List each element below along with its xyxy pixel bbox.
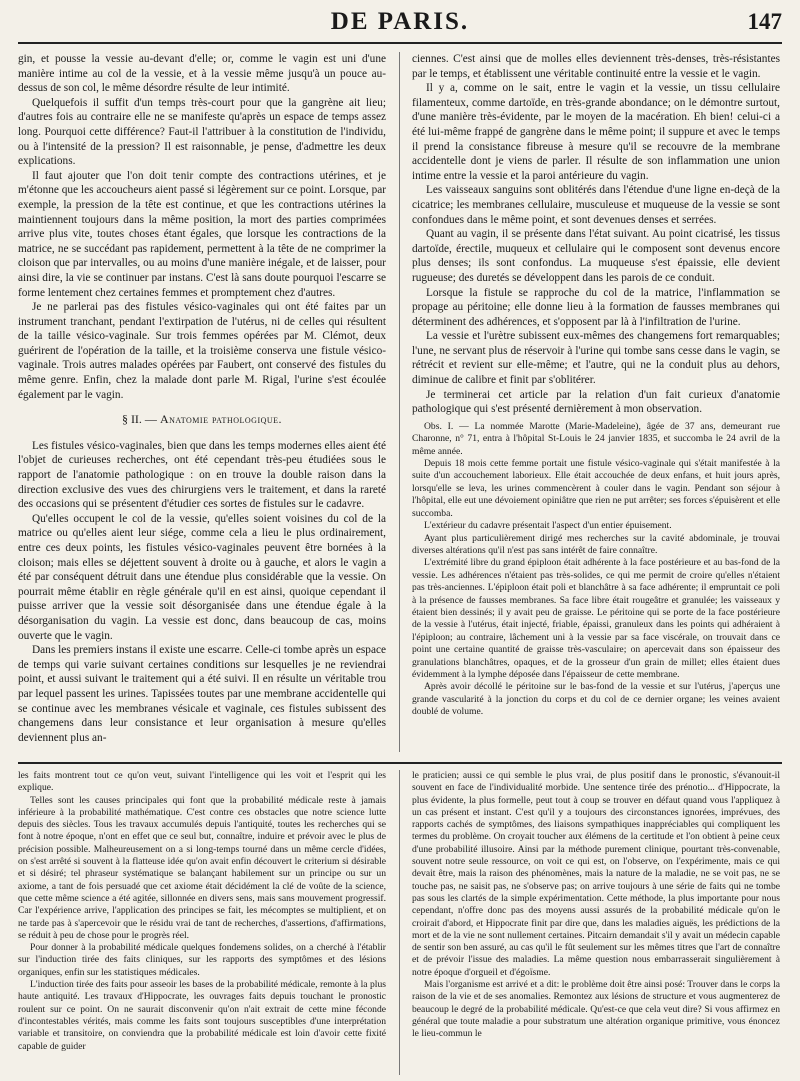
right-column: [412, 52, 780, 719]
column-divider: [399, 770, 400, 1075]
paragraph: gin, et pousse la vessie au-devant d'elle; or, comme le vagin est uni d'une manière intime au col de la vessie, et à la vessie même jusqu'à un pouce au-dessus de son col, le même désordre résulte de leur intimité.: [18, 53, 386, 95]
section-heading: [18, 412, 386, 427]
observation-paragraph: Depuis 18 mois cette femme portait une fistule vésico-vaginale qui s'était manifestée à la suite d'un accouchement laborieux. Elle était accouchée de deux enfans, et huit jours après, lorsqu'elle se leva, les urines commencèrent à couler dans le vagin. Pendant son séjour à l'hôpital, elle eut une dévoiement opiniâtre que rien ne put arrêter; ses forces s'épuisèrent et elle succomba.: [412, 458, 780, 519]
feuilleton-separator: [18, 762, 782, 764]
running-title: DE PARIS.: [330, 8, 470, 35]
page-header: [18, 0, 782, 44]
paragraph: Pour donner à la probabilité médicale quelques fondemens solides, on a cherché à l'établir sur l'induction tirée des faits cliniques, sur les rapports des symptômes et des lésions organiques, enfin sur les statistiques médicales.: [18, 942, 386, 978]
paragraph: Je ne parlerai pas des fistules vésico-vaginales qui ont été faites par un instrument tranchant, pendant l'extirpation de l'utérus, ni de celles qui résultent de la taille vésico-vaginale. Sur trois femmes opérées par M. Clémot, deux guérirent de l'opération de la taille, et la troisième conserva une fistule vésico-vaginale. Trois autres malades opérées par Faubert, ont conservé des fistules du même genre. Enfin, chez la malade dont parle M. Rigal, l'urine s'est écoulée également par le vagin.: [18, 301, 386, 401]
observation-paragraph: Ayant plus particulièrement dirigé mes recherches sur la cavité abdominale, je trouvai diverses altérations qu'il n'est pas sans intérêt de faire connaître.: [412, 532, 780, 556]
paragraph: Il faut ajouter que l'on doit tenir compte des contractions utérines, et je m'étonne que les accoucheurs aient passé si légèrement sur ce point. Lorsque, par exemple, la pression de la tête est continue, et que les contractions utérines la maintiennent toujours dans la même position, la mort des parties comprimées arrive plus vite, toutes choses étant égales, que lorsque les contractions de la matrice, ne se succédant pas rapidement, permettent à la tête de ne comprimer la cloison que par intervalles, ou au moins d'une manière inégale, et de laisser, pour ainsi dire, la vie se continuer par instans. C'est là sans doute pourquoi l'escarre se forme lentement chez certaines femmes et promptement chez d'autres.: [18, 169, 386, 299]
observation-paragraph: Obs. I. — La nommée Marotte (Marie-Madeleine), âgée de 37 ans, demeurant rue Charonne, n° 71, entra à l'hôpital St-Louis le 24 janvier 1835, et succomba le 24 avril de la même année.: [412, 420, 780, 457]
section-title: Anatomie pathologique.: [159, 412, 283, 427]
paragraph: La vessie et l'urètre subissent eux-mêmes des changemens fort remarquables; l'une, ne servant plus de réservoir à l'urine qui tombe sans cesse dans le vagin, se rétrécit et revient sur elle-même; et l'autre, qui ne la conduit plus au dehors, diminue de calibre et finit par s'oblitérer.: [412, 330, 780, 387]
observation-paragraph: Après avoir décollé le péritoine sur le bas-fond de la vessie et sur l'utérus, j'aperçus une grande vascularité à la jonction du corps et du col de ce dernier organe; les veines avaient doublé de volume.: [412, 681, 780, 718]
paragraph: ciennes. C'est ainsi que de molles elles deviennent très-denses, très-résistantes par le temps, et établissent une véritable continuité entre la vessie et le vagin.: [412, 53, 780, 80]
page-number: 147: [747, 9, 782, 34]
paragraph: Il y a, comme on le sait, entre le vagin et la vessie, un tissu cellulaire filamenteux, comme dartoïde, en très-grande abondance; on le démontre surtout, d'une manière très-évidente, par le moyen de la macération. Eh bien! celui-ci a été lui-même frappé de gangrène dans le même point; il suppure et avec le temps il prend la consistance fibreuse à mesure qu'il se recouvre de la membrane accidentelle dont je viens de parler. Il résulte de son inflammation une union intime entre la vessie et la paroi antérieure du vagin.: [412, 82, 780, 182]
paragraph: Lorsque la fistule se rapproche du col de la matrice, l'inflammation se propage au péritoine; elle donne lieu à la formation de fausses membranes qui déterminent des adhérences, et s'opposent par là à l'infiltration de l'urine.: [412, 286, 780, 328]
paragraph: Les vaisseaux sanguins sont oblitérés dans l'étendue d'une ligne en-deçà de la cicatrice; les membranes cellulaire, musculeuse et muqueuse de la vessie se sont confondues dans le même point, et sont devenues denses et serrées.: [412, 184, 780, 226]
observation-paragraph: L'extrémité libre du grand épiploon était adhérente à la face postérieure et au bas-fond de la vessie. Les adhérences n'étaient pas très-solides, ce qui me permit de croire qu'elles n'étaient pas très-anciennes. L'épiploon était poli et blanchâtre à sa face adhérente; il empruntait ce poli à la présence de fausses membranes. Sa face libre était rougeâtre et granulée; les vaisseaux y étaient bien dessinés; il y avait peu de graisse. Le péritoine qui se porte de la face postérieure de la vessie à l'utérus, était injecté, friable, épaissi, granuleux dans les points qui adhéraient à l'épiploon; au contraire, lâchement uni à la vessie par sa face viscérale, on trouvait dans ce point une certaine quantité de graisse très-vasculaire; on apercevait dans son épaisseur des granulations blanchâtres, opaques, et de la grosseur d'un grain de millet; elles étaient dues évidemment à la lymphe déposée dans l'épaisseur de cette membrane.: [412, 557, 780, 680]
column-divider: [399, 52, 400, 752]
paragraph: Dans les premiers instans il existe une escarre. Celle-ci tombe après un espace de temps qui varie suivant certaines conditions sur lesquelles je ne reviendrai point, et aussi suivant le traitement qui a été suivi. Il en résulte un véritable trou par lequel passent les urines. Tapissées toutes par une membrane accidentelle qui se continue avec les membranes vésicale et vaginale, ces fistules subissent des changemens dans leur consistance et leur organisation à mesure qu'elles deviennent plus an-: [18, 644, 386, 744]
paragraph: les faits montrent tout ce qu'on veut, suivant l'intelligence qui les voit et l'esprit qui les explique.: [18, 770, 386, 794]
paragraph: Quant au vagin, il se présente dans l'état suivant. Au point cicatrisé, les tissus dartoïde, érectile, muqueux et cellulaire qui le composent sont devenus encore plus denses; ils sont confondus. La muqueuse s'est épaissie, elle devient rugueuse; des duretés se développent dans les parois de ce conduit.: [412, 228, 780, 284]
main-article: [18, 52, 782, 756]
paragraph: Les fistules vésico-vaginales, bien que dans les temps modernes elles aient été l'objet de curieuses recherches, ont été cependant très-peu étudiées sous le rapport de l'anatomie pathologique : on en trouve la double raison dans la direction exclusive des vues des chirurgiens vers le traitement, et dans la rareté des occasions qui se présentent d'étudier ces sortes de fistules sur le cadavre.: [18, 439, 386, 511]
section-number: § II. —: [121, 412, 157, 427]
paragraph: L'induction tirée des faits pour asseoir les bases de la probabilité médicale, remonte à la plus haute antiquité. Les travaux d'Hippocrate, les ouvrages faits depuis touchant le pronostic roulent sur ce point. On ne saurait disconvenir qu'on n'ait extrait de cette mine féconde d'incontestables vérités, mais comme les faits sont toujours susceptibles d'une interprétation variable et transitoire, on conviendra que la probabilité médicale est loin d'avoir cette fixité capable de guider: [18, 979, 386, 1052]
lower-left-column: [18, 770, 386, 1053]
paragraph: Qu'elles occupent le col de la vessie, qu'elles soient voisines du col de la matrice ou qu'elles aient leur siége, comme cela a lieu le plus ordinairement, entre ces deux points, les fistules vésico-vaginales peuvent être bornées à la cloison; mais elles se déjettent souvent à droite ou à gauche, et alors le vagin a été par conséquent détruit dans une étendue plus considérable que la vessie. On pourrait même établir en règle générale qu'il en est ainsi, quoique cependant il puisse arriver que la vessie soit désorganisée dans une étendue égale à la désorganisation du vagin. La vessie est donc, dans beaucoup de cas, moins ouverte que le vagin.: [18, 512, 386, 642]
lower-right-column: [412, 770, 780, 1041]
observation-block: [412, 421, 780, 719]
paragraph: Quelquefois il suffit d'un temps très-court pour que la gangrène ait lieu; d'autres fois au contraire elle ne se manifeste qu'après un espace de temps assez long. Pourquoi cette différence? Faut-il l'attribuer à la constitution de l'individu, ou à l'intensité de la pression? Il est raisonnable, je pense, d'admettre les deux explications.: [18, 96, 386, 168]
newspaper-page: [18, 0, 782, 1081]
paragraph: le praticien; aussi ce qui semble le plus vrai, de plus positif dans le pronostic, s'évanouit-il souvent en face de l'individualité morbide. Une sentence tirée des prénotio... d'Hippocrate, la plus évidente, la plus formelle, peut tout à coup se trouver en défaut quand vous l'appliquez à un cas présent et instant. C'est qu'il y a toujours des circonstances ignorées, imprévues, des rapports cachés de symptômes, des liaisons sympathiques inappréciables qui compliquent les termes du problème. On croyait toucher aux élémens de la certitude et l'on obtient à peine ceux d'une probabilité illusoire. Ainsi par la méthode purement clinique, pourtant très-convenable, souvent notre seule ressource, on voit ce qui est, on l'observe, on l'expérimente, mais ce qui devait être, mais la raison des phénomènes, mais la nature de la maladie, ne se voit pas, ne se touche pas, ne saisit pas, ne s'observe pas; on arrive toujours à une série de faits qui ne tombe pas sous les clartés de la simple expérimentation. Cette méthode, la plus importante pour nous cependant, n'offre donc pas des moyens aussi assurés de la probabilité médicale qu'on le croirait d'abord, et Hippocrate finit par dire que, dans les maladies aiguës, les prédictions de la mort et de la vie ne sont nullement certaines. Pitcairn demandait s'il y avait un médecin capable de sentir son ben assuré, au cas qu'il le fût seulement sur les mêmes titres que l'art de connaître et de prévoir l'issue des maladies. La même question nous embarrasserait singulièrement à notre époque d'orgueil et d'égoïsme.: [412, 770, 780, 978]
observation-paragraph: L'extérieur du cadavre présentait l'aspect d'un entier épuisement.: [424, 520, 672, 532]
paragraph: Je terminerai cet article par la relation d'un fait curieux d'anatomie pathologique qui s'est présenté dernièrement à mon observation.: [412, 388, 780, 416]
paragraph: Telles sont les causes principales qui font que la probabilité médicale reste à jamais inférieure à la probabilité mathématique. C'est contre ces obstacles que notre science lutte depuis des siècles. Tous les travaux accumulés depuis l'antiquité, toutes les recherches qui se font à notre époque, n'ont en effet que ce seul but, connaître, induire et prévoir avec le plus de précision possible. Malheureusement on a si long-temps tourné dans un même cercle d'idées, on s'est arrêté si souvent à la flatteuse idée qu'on avait enfin découvert le criterium si désirable et si désiré; tel phraseur systématique se balançant habilement sur un principe ou sur un axiome, a tant de fois persuadé que cet axiome était décidément la clé de voûte de la science, que cette même science a été agitée, sillonnée en divers sens, mais sans mouvement progressif. Car l'expérience arrive, l'application des principes se fait, les mécomptes se multiplient, et on ne tarde pas à s'apercevoir que le résidu vrai de tant de recherches, d'assertions, d'affirmations, se réduit à peu de chose pour le progrès réel.: [18, 794, 386, 941]
left-column: [18, 52, 386, 745]
paragraph: Mais l'organisme est arrivé et a dit: le problème doit être ainsi posé: Trouver dans le corps la raison de la vie et de ses anomalies. Remontez aux lésions de structure et vous augmenterez de beaucoup le degré de la probabilité médicale. Qu'est-ce que cela veut dire? Si vous affirmez en général que toute maladie a pour substratum une altération organique primitive, vous énoncez le lieu-commun le: [412, 979, 780, 1040]
